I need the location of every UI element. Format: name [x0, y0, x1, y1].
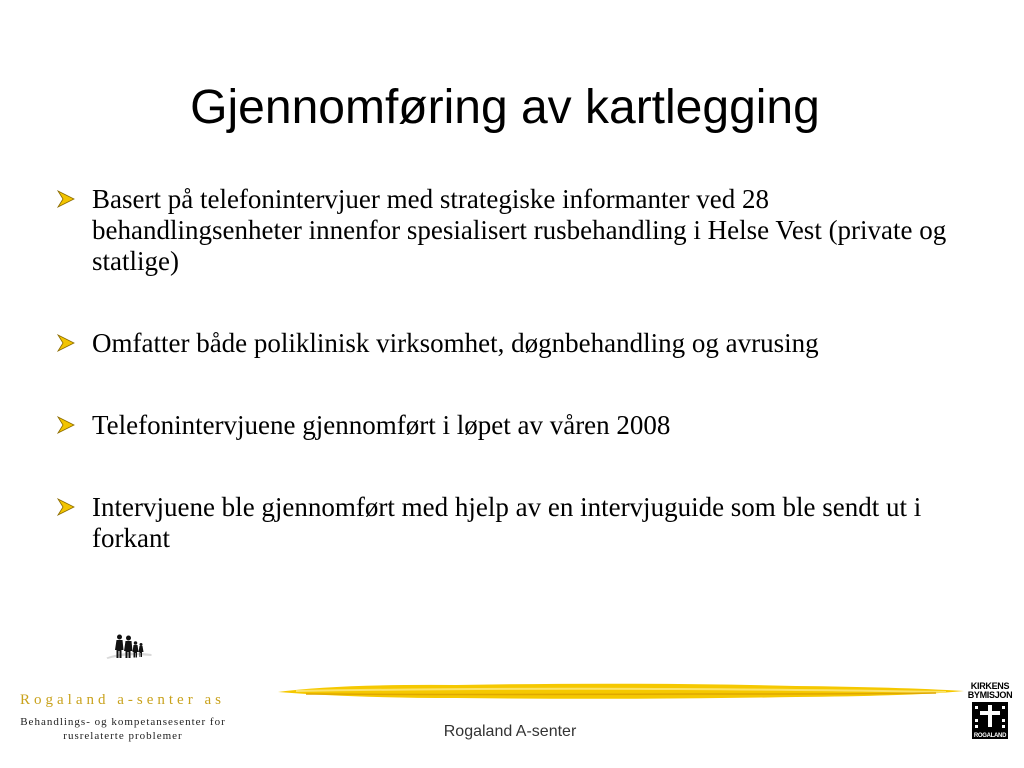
brand-subtitle-line: Behandlings- og kompetansesenter for [20, 716, 226, 728]
bullet-item [56, 492, 956, 554]
arrow-bullet-icon [56, 333, 76, 353]
logo-text-line: ROGALAND [973, 733, 1007, 739]
brand-name: Rogaland a-senter as [20, 692, 225, 708]
footer-text: Rogaland A-senter [443, 723, 577, 740]
bullet-item [56, 184, 956, 277]
bullet-text: Telefonintervjuene gjennomført i løpet av våren 2008 [92, 410, 671, 440]
family-silhouette-icon [14, 630, 264, 690]
slide-title: Gjennomføring av kartlegging [190, 81, 820, 134]
bullet-text: Omfatter både poliklinisk virksomhet, døgnbehandling og avrusing [92, 328, 819, 358]
brush-stroke-decoration [276, 678, 966, 704]
arrow-bullet-icon [56, 189, 76, 209]
bullet-list [56, 184, 956, 554]
bullet-item [56, 410, 956, 441]
brand-subtitle [18, 715, 228, 743]
kirkens-bymisjon-logo [966, 682, 1014, 752]
arrow-bullet-icon [56, 497, 76, 517]
bullet-item [56, 328, 956, 359]
bullet-text: Basert på telefonintervjuer med strategiske informanter ved 28 behandlingsenheter innenfor spesialisert rusbehandling i Helse Vest (private og statlige) [92, 184, 947, 276]
brand-subtitle-line: rusrelaterte problemer [63, 730, 183, 742]
arrow-bullet-icon [56, 415, 76, 435]
bullet-text: Intervjuene ble gjennomført med hjelp av en intervjuguide som ble sendt ut i forkant [92, 492, 922, 553]
logo-text-line: BYMISJON [967, 690, 1013, 700]
logo-text-line: KIRKENS [970, 681, 1010, 691]
